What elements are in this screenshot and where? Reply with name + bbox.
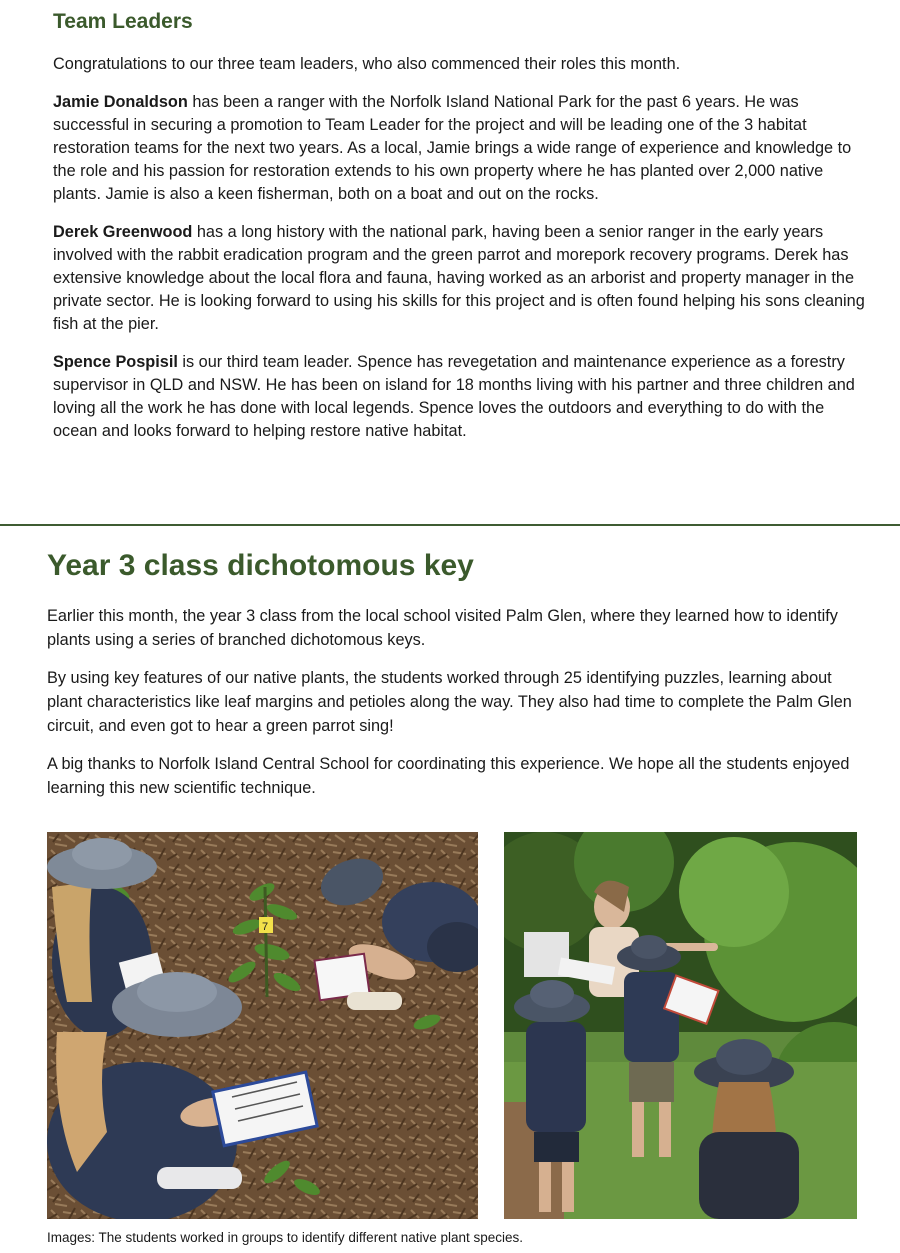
photo-teacher-students — [504, 832, 857, 1219]
leader-paragraph-derek — [53, 221, 873, 336]
year3-paragraph-2: By using key features of our native plants, the students worked through 25 identifying puzzles, learning about plant characteristics like leaf margins and petioles along the way. They also had time to complete the Palm Glen circuit, and even got to hear a green parrot sing! — [47, 669, 852, 735]
leader-bio: has a long history with the national park, having been a senior ranger in the early years involved with the rabbit eradication program and the green parrot and morepork recovery programs. Derek has extensive knowledge about the local flora and fauna, having worked as an arborist and property manager in the private sector. He is looking forward to using his skills for this project and is often found helping his sons cleaning fish at the pier. — [53, 223, 865, 333]
photo-students-mulch — [47, 832, 478, 1219]
section-divider — [0, 524, 900, 526]
leader-name: Jamie Donaldson — [53, 93, 188, 111]
leader-paragraph-jamie — [53, 91, 873, 206]
leader-bio: has been a ranger with the Norfolk Island National Park for the past 6 years. He was successful in securing a promotion to Team Leader for the project and will be leading one of the 3 habitat restoration teams for the next two years. As a local, Jamie brings a wide range of experience and knowledge to the role and his passion for restoration extends to his own property where he has planted over 2,000 native plants. Jamie is also a keen fisherman, both on a boat and out on the rocks. — [53, 93, 852, 203]
year3-section — [47, 546, 867, 814]
leader-name: Derek Greenwood — [53, 223, 193, 241]
team-leaders-intro: Congratulations to our three team leaders, who also commenced their roles this month. — [53, 55, 681, 73]
leader-paragraph-spence — [53, 351, 873, 443]
photo-caption: Images: The students worked in groups to identify different native plant species. — [47, 1230, 524, 1245]
leader-bio: is our third team leader. Spence has revegetation and maintenance experience as a forestry supervisor in QLD and NSW. He has been on island for 18 months living with his partner and three children and loving all the work he has done with local legends. Spence loves the outdoors and everything to do with the ocean and looks forward to helping restore native habitat. — [53, 353, 855, 440]
team-leaders-heading: Team Leaders — [53, 10, 193, 33]
year3-paragraph-1: Earlier this month, the year 3 class from the local school visited Palm Glen, where they learned how to identify plants using a series of branched dichotomous keys. — [47, 607, 838, 649]
plant-tag-label: 7 — [262, 921, 269, 933]
leader-name: Spence Pospisil — [53, 353, 178, 371]
team-leaders-section — [53, 8, 873, 458]
year3-paragraph-3: A big thanks to Norfolk Island Central School for coordinating this experience. We hope all the students enjoyed learning this new scientific technique. — [47, 755, 850, 797]
year3-heading: Year 3 class dichotomous key — [47, 549, 474, 582]
